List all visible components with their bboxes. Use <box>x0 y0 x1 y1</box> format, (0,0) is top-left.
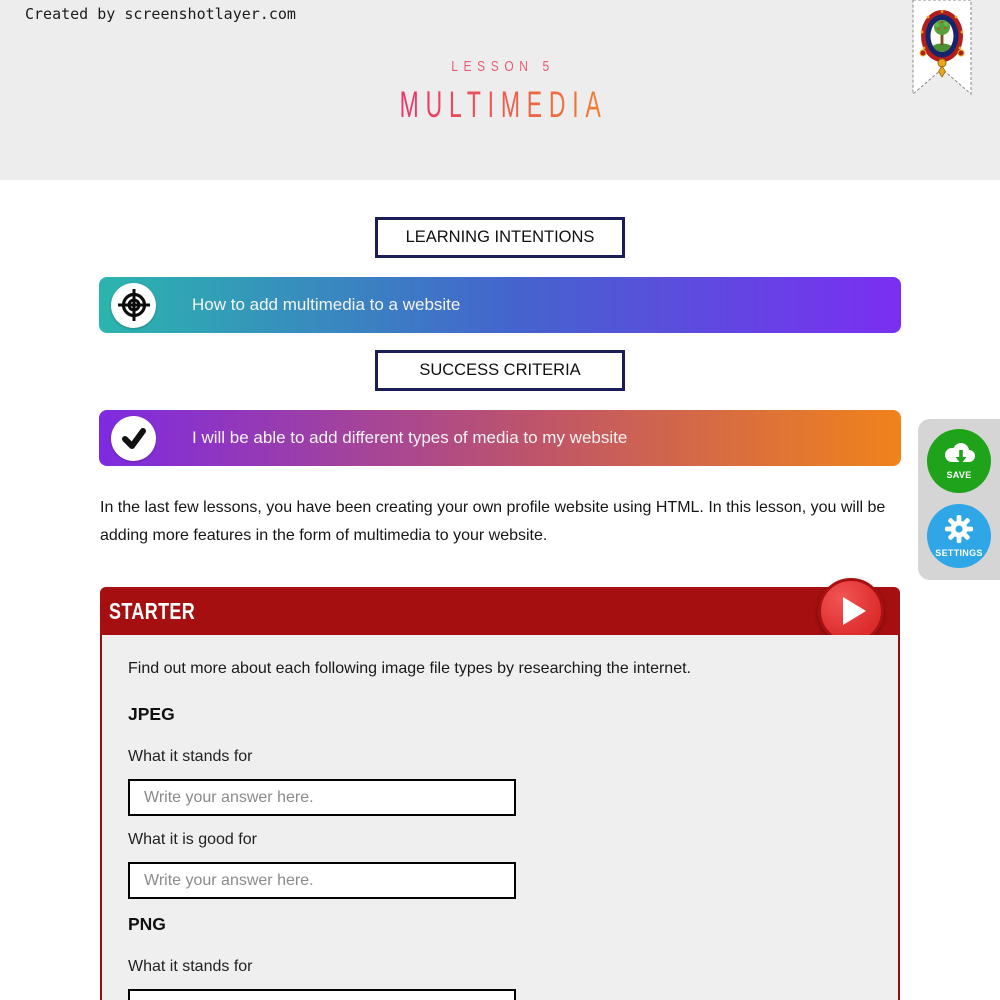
starter-body <box>100 635 900 1000</box>
file-type-jpeg-heading: JPEG <box>128 704 175 724</box>
jpeg-good-for-label: What it is good for <box>128 831 257 848</box>
png-stands-for-input[interactable] <box>128 989 516 1000</box>
file-type-png-heading: PNG <box>128 914 166 934</box>
settings-button[interactable] <box>927 504 991 568</box>
learning-intentions-heading-label: LEARNING INTENTIONS <box>405 228 595 246</box>
header <box>0 0 1000 180</box>
side-panel <box>918 419 1000 580</box>
save-button[interactable] <box>927 429 991 493</box>
settings-button-label: SETTINGS <box>935 548 983 558</box>
learning-intention-banner <box>99 277 901 333</box>
jpeg-stands-for-input[interactable] <box>128 779 516 816</box>
save-button-label: SAVE <box>946 470 972 480</box>
success-criteria-heading-label: SUCCESS CRITERIA <box>419 361 581 379</box>
success-criteria-heading <box>375 350 625 391</box>
starter-header <box>100 587 900 635</box>
starter-title: STARTER <box>109 597 196 624</box>
learning-intention-text: How to add multimedia to a website <box>192 295 461 314</box>
credit-text: Created by screenshotlayer.com <box>25 5 296 23</box>
target-icon <box>111 283 156 328</box>
check-icon <box>111 416 156 461</box>
success-criteria-banner <box>99 410 901 466</box>
lesson-label: LESSON 5 <box>451 58 555 75</box>
jpeg-good-for-input[interactable] <box>128 862 516 899</box>
page-title: MULTIMEDIA <box>393 84 608 126</box>
starter-intro: Find out more about each following image file types by researching the internet. <box>128 660 691 677</box>
success-criteria-text: I will be able to add different types of media to my website <box>192 428 628 447</box>
learning-intentions-heading <box>375 217 625 258</box>
jpeg-stands-for-label: What it stands for <box>128 748 253 765</box>
intro-paragraph: In the last few lessons, you have been creating your own profile website using HTML. In this lesson, you will be adding more features in the form of multimedia to your website. <box>100 499 886 544</box>
cloud-download-icon <box>941 442 977 469</box>
png-stands-for-label: What it stands for <box>128 958 253 975</box>
gear-icon <box>944 514 974 547</box>
play-icon <box>843 597 866 625</box>
